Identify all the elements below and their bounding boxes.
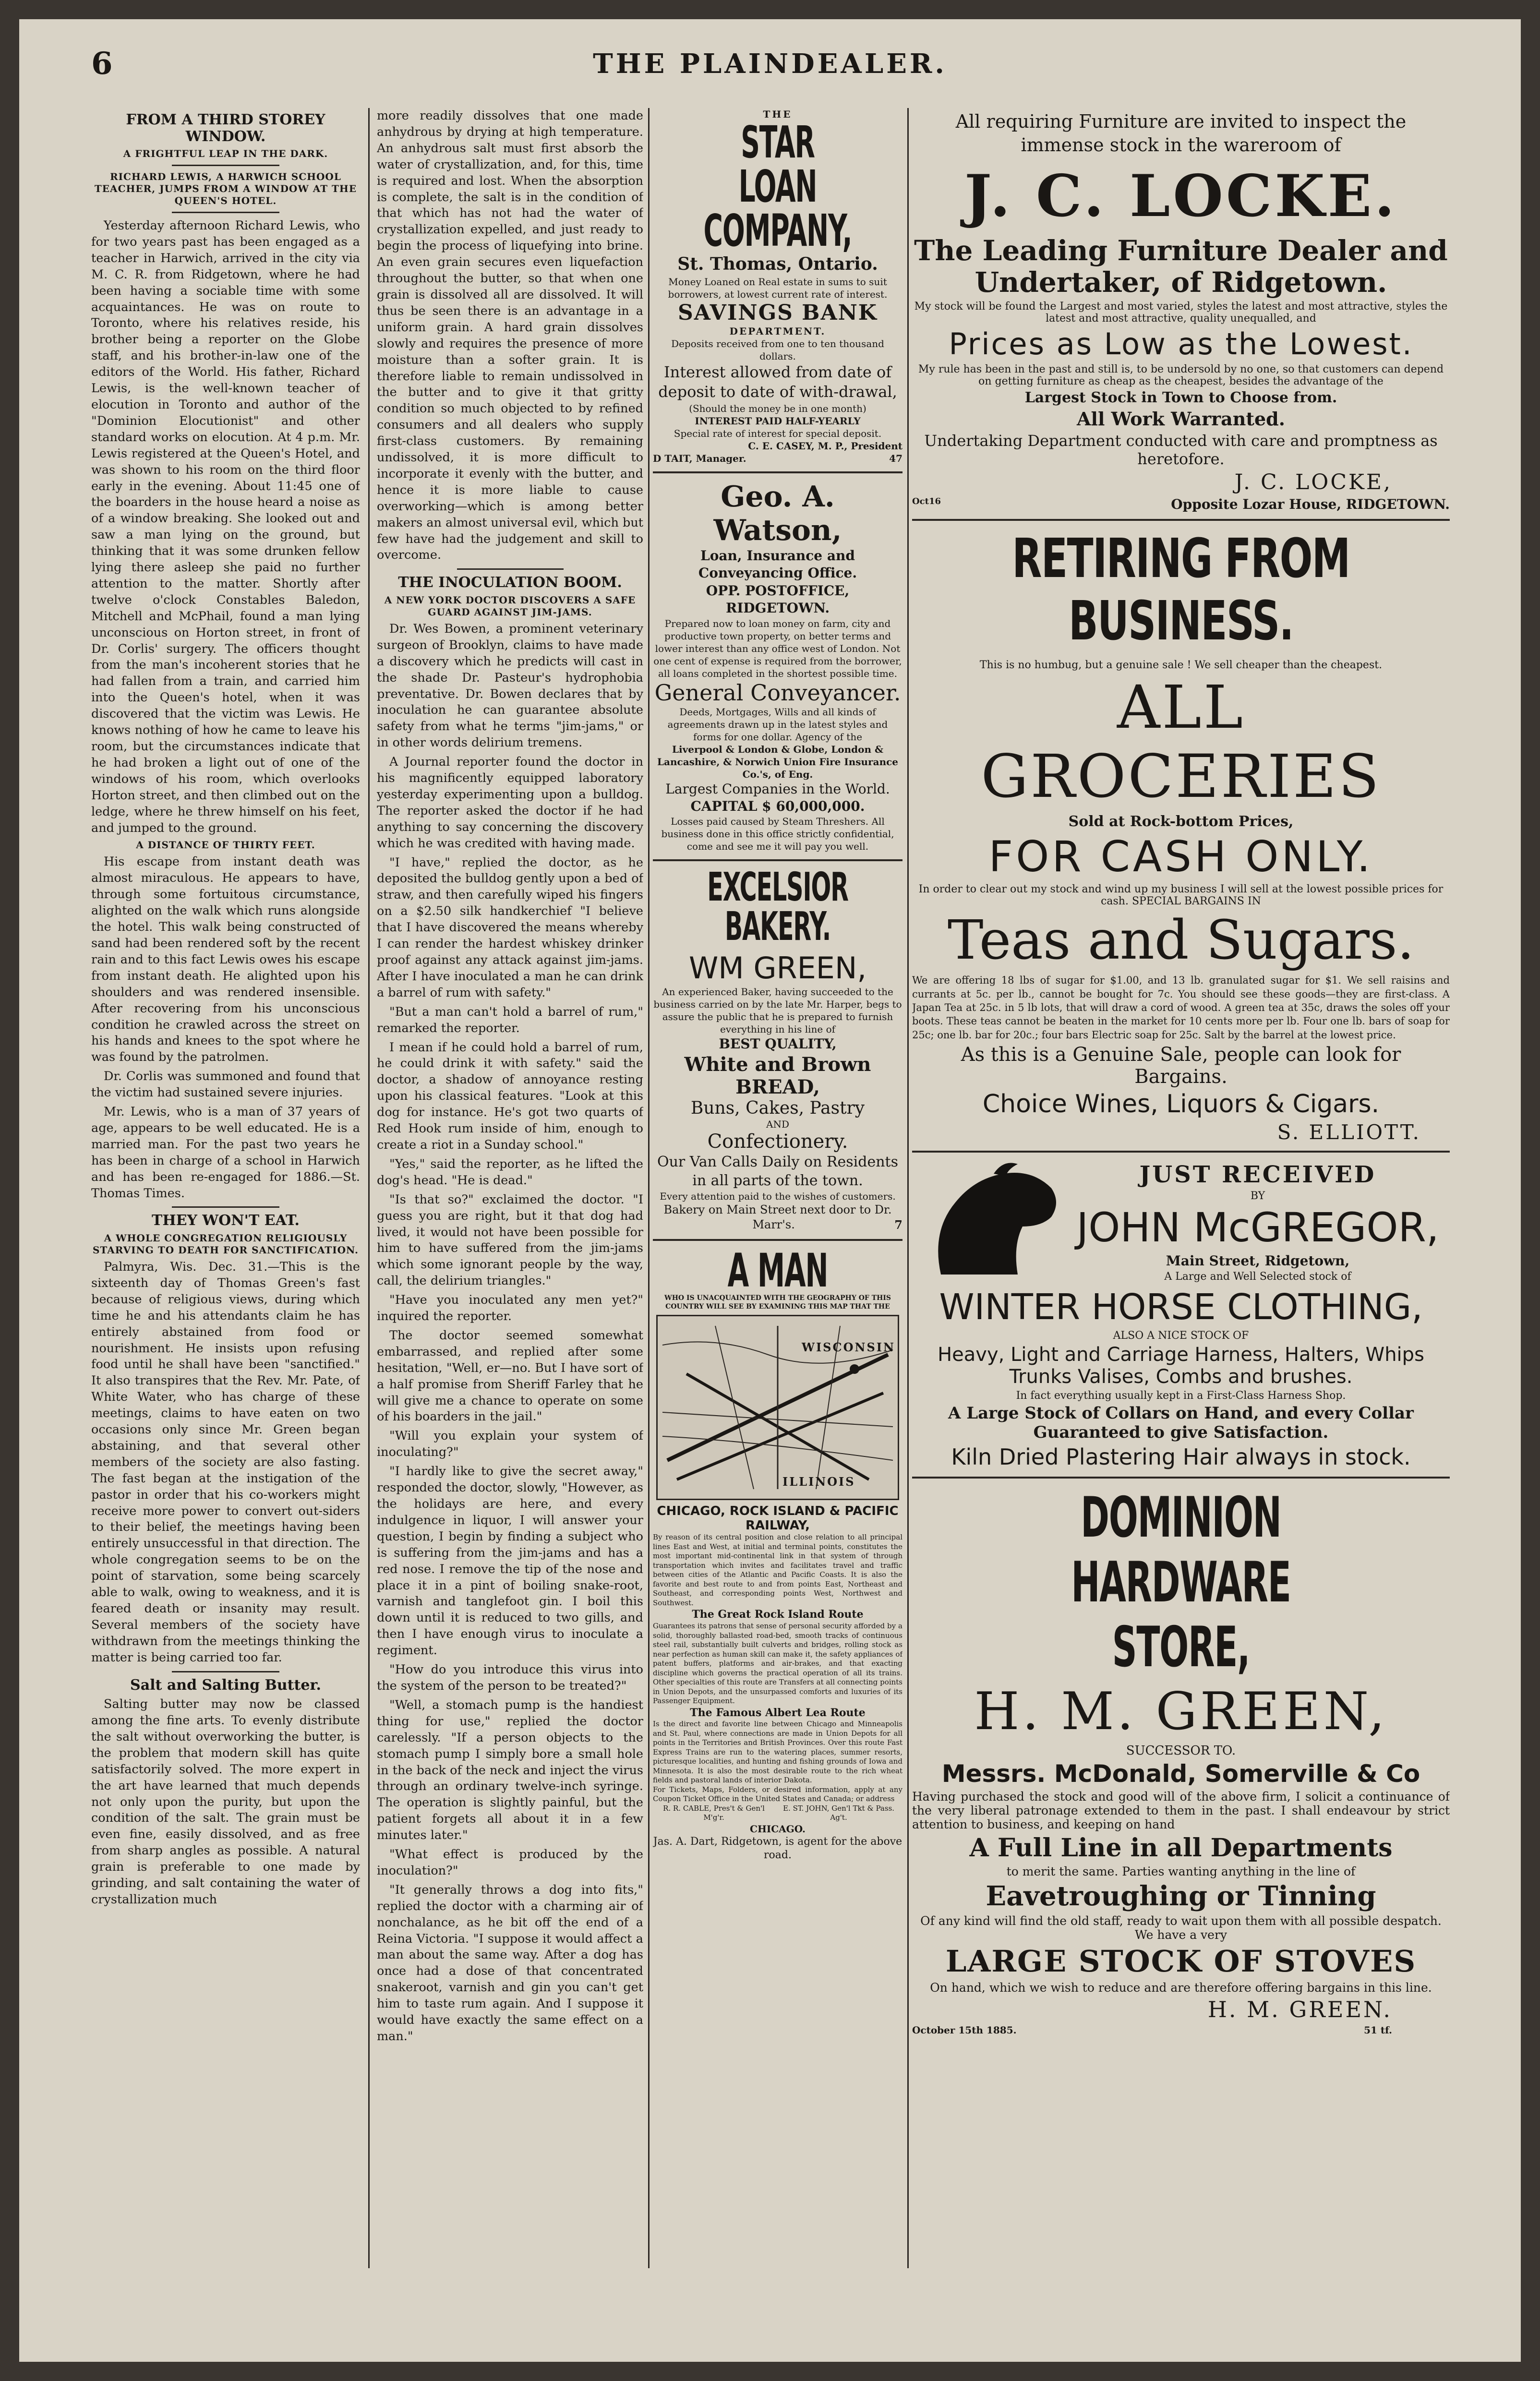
- ad-headline: WM GREEN,: [688, 950, 867, 986]
- column-3: [653, 108, 902, 2230]
- ad-text: An experienced Baker, having succeeded to the business carried on by the late Mr. Harper, begs to assure the public that he is prepared to furnish everything in his line of: [653, 986, 902, 1035]
- column-rule: [648, 108, 650, 2268]
- ad-headline: General Conveyancer.: [654, 679, 901, 706]
- ad-text: St. Thomas, Ontario.: [677, 254, 878, 274]
- map-label: ILLINOIS: [782, 1475, 855, 1489]
- article-paragraph: "But a man can't hold a barrel of rum," remarked the reporter.: [377, 1004, 643, 1035]
- ad-headline: A MAN: [727, 1244, 828, 1298]
- article-paragraph: "Have you inoculated any men yet?" inquired the reporter.: [377, 1293, 643, 1324]
- ad-text: By reason of its central position and close relation to all principal lines East and West, at initial and terminal points, constitutes the most important mid-continental link in that system of through transportation which invites and facilitates travel and traffic between cities of the Atlantic and Pacific Coasts. It is also the favorite and best route to and from points East, Northeast and Southeast, and corresponding points West, Northwest and Southwest.: [653, 1533, 902, 1607]
- ad-headline: DOMINION HARDWARE STORE,: [1071, 1485, 1291, 1680]
- article-paragraph: "I have," replied the doctor, as he deposited the bulldog gently upon a bed of straw, and then carefully wiped his fingers on a $2.50 silk handkerchief "I believe that I have discovered the means whereby I can render the hardest whiskey drinker proof against any attack against jim-jams. After I have inoculated a man he can drink a barrel of rum with safety.": [377, 855, 643, 1000]
- ad-text: Opposite Lozar House, RIDGETOWN.: [1171, 496, 1450, 513]
- ad-text: All Work Warranted.: [1077, 408, 1285, 430]
- ad-text: D TAIT, Manager.: [653, 452, 746, 464]
- ad-number: Oct16: [912, 496, 941, 507]
- ad-headline: ALL GROCERIES: [981, 673, 1381, 812]
- article-paragraph: Yesterday afternoon Richard Lewis, who for two years past has been engaged as a teacher in Harwich, arrived in the city via M. C. R. from Ridgetown, where he had been having a sociable time with some acquaintances. He was on route to Toronto, where his relatives reside, his brother being a reporter on the Globe staff, and his brother-in-law one of the editors of the World. His father, Richard Lewis, is the well-known teacher of elocution in Toronto and author of the "Dominion Elocutionist" and other standard works on elocution. At 4 p.m. Mr. Lewis registered at the Queen's Hotel, and was shown to his room on the third floor early in the evening. About 11:45 one of the boarders in the house heard a noise as of a window breaking. She looked out and saw a man lying on the ground, but thinking that it was some drunken fellow lying there asleep she paid no further attention to the matter. Shortly after twelve o'clock Constables Baledon, Mitchell and McPhail, found a man lying unconscious on Horton street, in front of Dr. Corlis' surgery. The officers thought from the man's incoherent stories that he had fallen from a train, and carried him into the Queen's hotel, when it was discovered that the victim was Lewis. He knows nothing of how he came to leave his room, but the circumstances indicate that he had broken a light out of one of the windows of his room, which overlooks Horton street, and then climbed out on the ledge, where he threw himself on his feet, and jumped to the ground.: [91, 218, 360, 835]
- ad-headline: FOR CASH ONLY.: [988, 832, 1373, 882]
- ad-text: R. R. CABLE, Pres't & Gen'l M'g'r.: [663, 1804, 765, 1822]
- ad-text: Sold at Rock-bottom Prices,: [1068, 813, 1294, 830]
- ad-headline: Eavetroughing or Tinning: [986, 1880, 1376, 1912]
- ad-elliott: [912, 528, 1450, 1144]
- ad-headline: JUST RECEIVED: [1139, 1161, 1376, 1188]
- newspaper-page: [19, 19, 1521, 2362]
- ad-text: SUCCESSOR TO.: [1126, 1743, 1236, 1758]
- ad-text: The Famous Albert Lea Route: [690, 1706, 866, 1719]
- ad-text: Is the direct and favorite line between Chicago and Minneapolis and St. Paul, where connections are made in Union Depots for all points in the Territories and British Provinces. Over this route Fast Express Trains are run to the watering places, summer resorts, picturesque localities, and hunting and fishing grounds of Iowa and Minnesota. It is also the most desirable route to the rich wheat fields and pastoral lands of interior Dakota.: [653, 1720, 902, 1785]
- ad-text: This is no humbug, but a genuine sale ! We sell cheaper than the cheapest.: [979, 659, 1383, 672]
- ad-text: Of any kind will find the old staff, ready to wait upon them with all possible despatch. We have a very: [920, 1913, 1442, 1942]
- article-paragraph: A Journal reporter found the doctor in his magnificently equipped laboratory yesterday experimenting upon a bulldog. The reporter asked the doctor if he had anything to say concerning the discovery which he was credited with having made.: [377, 755, 643, 851]
- ad-text: Largest Companies in the World.: [665, 781, 890, 797]
- article-paragraph: I mean if he could hold a barrel of rum, he could drink it with safety." said the doctor, a shadow of annoyance resting upon his classical features. "Look at this dog for instance. He's got two quarts of Red Hook rum inside of him, enough to create a riot in a Sunday school.": [377, 1040, 643, 1152]
- ad-text: Special rate of interest for special deposit.: [674, 427, 882, 439]
- ad-text: For Tickets, Maps, Folders, or desired information, apply at any Coupon Ticket Office in the United States and Canada; or address: [653, 1785, 902, 1804]
- ad-star-loan: [653, 108, 902, 465]
- article-deck: RICHARD LEWIS, A HARWICH SCHOOL TEACHER, JUMPS FROM A WINDOW AT THE QUEEN'S HOTEL.: [94, 171, 357, 206]
- article-paragraph: Mr. Lewis, who is a man of 37 years of age, appears to be well educated. He is a married man. For the past two years he has been in charge of a school in Harwich and has been re-engaged for 1886.—St. Thomas Times.: [91, 1105, 360, 1201]
- ad-text: Loan, Insurance and Conveyancing Office.: [698, 547, 857, 581]
- ad-text: On hand, which we wish to reduce and are therefore offering bargains in this line.: [930, 1980, 1432, 1995]
- ad-text: Jas. A. Dart, Ridgetown, is agent for the above road.: [653, 1835, 902, 1862]
- column-4: [912, 108, 1450, 2268]
- ad-text: The Leading Furniture Dealer and Undertaker, of Ridgetown.: [914, 234, 1448, 299]
- ad-headline: A Full Line in all Departments: [969, 1833, 1393, 1863]
- ad-text: Deeds, Mortgages, Wills and all kinds of agreements drawn up in the latest styles and forms for one dollar. Agency of the: [667, 706, 888, 743]
- ad-text: Having purchased the stock and good will of the above firm, I solicit a continuance of the very liberal patronage extended to them in the past. I shall endeavour by strict attention to business, and keeping on hand: [912, 1789, 1450, 1831]
- ad-text: (Should the money be in one month): [689, 402, 866, 414]
- article-title: THE INOCULATION BOOM.: [398, 574, 622, 591]
- article-paragraph: Dr. Corlis was summoned and found that the victim had sustained severe injuries.: [91, 1069, 360, 1100]
- article-paragraph: "Yes," said the reporter, as he lifted the dog's head. "He is dead.": [377, 1156, 643, 1188]
- ad-headline: WINTER HORSE CLOTHING,: [939, 1286, 1423, 1328]
- ad-text: The Great Rock Island Route: [692, 1608, 864, 1621]
- ad-text: Kiln Dried Plastering Hair always in stock.: [951, 1443, 1411, 1470]
- ad-text: THE: [763, 108, 793, 120]
- ad-headline: Teas and Sugars.: [947, 909, 1415, 972]
- article-paragraph: "I hardly like to give the secret away," responded the doctor, slowly, "However, as the holidays are here, and every indulgence in liquor, I will answer your question, I begin by finding a subject who is suffering from the jim-jams and has a red nose. I remove the tip of the nose and place it in a pint of boiling snake-root, varnish and tanglefoot gin. I boil this down until it is reduced to two gills, and then I have enough virus to inoculate a regiment.: [377, 1464, 643, 1658]
- ad-signature: S. ELLIOTT.: [1277, 1120, 1421, 1144]
- ad-text: Interest allowed from date of deposit to date of with-drawal,: [658, 362, 897, 401]
- ad-text: Largest Stock in Town to Choose from.: [1024, 389, 1337, 407]
- ad-headline: RETIRING FROM BUSINESS.: [1012, 528, 1350, 653]
- ad-signature: J. C. LOCKE,: [1234, 470, 1392, 495]
- map-label: WISCONSIN: [802, 1340, 895, 1355]
- article-subhead: A WHOLE CONGREGATION RELIGIOUSLY STARVING TO DEATH FOR SANCTIFICATION.: [92, 1232, 359, 1256]
- ad-text: Our Van Calls Daily on Residents in all parts of the town.: [657, 1153, 898, 1189]
- ad-text: Confectionery.: [707, 1130, 848, 1153]
- ad-headline: J. C. LOCKE.: [964, 162, 1397, 230]
- ad-headline: JOHN McGREGOR,: [1076, 1203, 1439, 1251]
- ad-text: DEPARTMENT.: [729, 325, 826, 337]
- ad-text: WHO IS UNACQUAINTED WITH THE GEOGRAPHY OF THIS COUNTRY WILL SEE BY EXAMINING THIS MAP THAT THE: [664, 1294, 891, 1311]
- ad-text: Buns, Cakes, Pastry: [690, 1098, 865, 1118]
- ad-date: October 15th 1885.: [912, 2024, 1017, 2036]
- article-title: FROM A THIRD STOREY WINDOW.: [126, 111, 325, 145]
- ad-number: 51 tf.: [1364, 2024, 1392, 2036]
- ad-text: Money Loaned on Real estate in sums to suit borrowers, at lowest current rate of interest.: [668, 276, 888, 300]
- ad-text: AND: [766, 1118, 789, 1130]
- ad-watson: [653, 480, 902, 853]
- ad-text: CAPITAL $ 60,000,000.: [690, 798, 865, 814]
- article-subhead: A FRIGHTFUL LEAP IN THE DARK.: [123, 148, 328, 159]
- horse-head-illustration: [922, 1159, 1066, 1284]
- ad-text: My rule has been in the past and still is, to be undersold by no one, so that customers can depend on getting furniture as cheap as the cheapest, besides the advantage of the: [918, 363, 1444, 388]
- ad-text: CHICAGO.: [750, 1823, 806, 1835]
- ad-text: E. ST. JOHN, Gen'l Tkt & Pass. Ag't.: [783, 1804, 895, 1822]
- ad-text: BY: [1250, 1190, 1265, 1202]
- column-2: [377, 108, 643, 2230]
- ad-text: Main Street, Ridgetown,: [1166, 1252, 1350, 1269]
- ad-headline: Prices as Low as the Lowest.: [949, 326, 1413, 362]
- railway-map: [656, 1315, 899, 1500]
- ad-text: All requiring Furniture are invited to inspect the immense stock in the wareroom of: [955, 111, 1407, 156]
- ad-headline: STAR LOAN COMPANY,: [703, 117, 852, 256]
- ad-text: Heavy, Light and Carriage Harness, Halters, Whips Trunks Valises, Combs and brushes.: [938, 1343, 1424, 1388]
- ad-headline: Messrs. McDonald, Somerville & Co: [941, 1759, 1420, 1788]
- ad-excelsior-bakery: [653, 865, 902, 1232]
- article-paragraph: "Well, a stomach pump is the handiest thing for use," replied the doctor carelessly. "If a person objects to the stomach pump I simply bore a small hole in the back of the neck and inject the virus through an ordinary twelve-inch syringe. The operation is slightly painful, but the patient forgets all about it in a few minutes later.": [377, 1697, 643, 1843]
- ad-rock-island: [653, 1244, 902, 1863]
- ad-headline: SAVINGS BANK: [677, 300, 878, 325]
- ad-text: Prepared now to loan money on farm, city and productive town property, on better terms and lower interest than any office west of London. Not one cent of expense is required from the borrower, all loans completed in the shortest possible time.: [653, 617, 902, 679]
- article-paragraph: The doctor seemed somewhat embarrassed, and replied after some hesitation, "Well, er—no. But I have sort of a half promise from Sheriff Farley that he will give me a chance to operate on some of his boarders in the jail.": [377, 1328, 643, 1424]
- article-paragraph: His escape from instant death was almost miraculous. He appears to have, through some fortuitous circumstance, alighted on the walk which runs alongside the hotel. This walk being constructed of sand had been rendered soft by the recent rain and to this fact Lewis owes his escape from instant death. He alighted upon his shoulders and was rendered insensible. After recovering from his unconscious condition he crawled across the street on his hands and knees to the spot where he was found by the patrolmen.: [91, 854, 360, 1065]
- ad-text: Choice Wines, Liquors & Cigars.: [982, 1089, 1380, 1118]
- article-paragraph: "What effect is produced by the inoculation?": [377, 1847, 643, 1878]
- ad-signature: H. M. GREEN.: [1207, 1996, 1392, 2022]
- ad-text: Liverpool & London & Globe, London & Lancashire, & Norwich Union Fire Insurance Co.'s, of Eng.: [657, 743, 899, 780]
- ad-headline: EXCELSIOR BAKERY.: [707, 865, 848, 950]
- ad-mcgregor: [912, 1159, 1450, 1470]
- ad-text: We are offering 18 lbs of sugar for $1.00, and 13 lb. granulated sugar for $1. We sell raisins and currants at 5c. per lb., cannot be bought for 7c. You should see these goods—they are first-class. A Japan Tea at 25c. in 5 lb lots, that will draw a cord of wood. A green tea at 35c, draws the soles off your boots. These teas cannot be beaten in the market for 10 cents more per lb. Four one lb. bars of soap for 25c; one lb. bar for 20c.; four bars Electric soap for 25c. Salt by the barrel at the lowest price.: [912, 974, 1450, 1041]
- article-title: Salt and Salting Butter.: [130, 1676, 321, 1694]
- ad-text: A Large and Well Selected stock of: [1164, 1270, 1351, 1283]
- newspaper-title: THE PLAINDEALER.: [593, 48, 947, 80]
- column-rule: [907, 108, 909, 2268]
- ad-locke: [912, 110, 1450, 512]
- article-subhead: A NEW YORK DOCTOR DISCOVERS A SAFE GUARD AGAINST JIM-JAMS.: [384, 594, 636, 618]
- ad-text: Every attention paid to the wishes of customers.: [660, 1190, 896, 1202]
- article-paragraph: "Is that so?" exclaimed the doctor. "I guess you are right, but it that dog had lived, it would not have been possible for him to have suffered from the jim-jams which some ignorant people by the way, call, the delirium triangles.": [377, 1192, 643, 1288]
- ad-text: OPP. POSTOFFICE, RIDGETOWN.: [706, 582, 850, 616]
- ad-text: My stock will be found the Largest and most varied, styles the latest and most attractive, styles the latest and most attractive, quality unequalled, and: [914, 301, 1448, 325]
- article-paragraph: Dr. Wes Bowen, a prominent veterinary surgeon of Brooklyn, claims to have made a discovery which he predicts will cast in the shade Dr. Pasteur's hydrophobia preventative. Dr. Bowen declares that by inoculation he can guarantee absolute safety from what he terms "jim-jams," or in other words delirium tremens.: [377, 621, 643, 750]
- ad-text: A Large Stock of Collars on Hand, and every Collar Guaranteed to give Satisfaction.: [948, 1403, 1414, 1442]
- article-paragraph: "Will you explain your system of inoculating?": [377, 1429, 643, 1460]
- ad-headline: H. M. GREEN,: [974, 1681, 1388, 1742]
- article-title: THEY WON'T EAT.: [152, 1212, 300, 1229]
- ad-text: C. E. CASEY, M. P., President: [748, 440, 902, 452]
- ad-text: ALSO A NICE STOCK OF: [1113, 1329, 1249, 1342]
- page-number: 6: [91, 46, 113, 82]
- article-subhead: A DISTANCE OF THIRTY FEET.: [136, 839, 315, 851]
- ad-text: Deposits received from one to ten thousand dollars.: [671, 337, 884, 362]
- ad-text: Undertaking Department conducted with care and promptness as heretofore.: [924, 432, 1438, 469]
- ad-headline: LARGE STOCK OF STOVES: [945, 1943, 1417, 1979]
- ad-headline: Geo. A. Watson,: [713, 480, 842, 547]
- article-paragraph: Salting butter may now be classed among the fine arts. To evenly distribute the salt without overworking the butter, is the problem that modern skill has quite satisfactorily solved. The more expert in the art have learned that much depends not only upon the purity, but upon the condition of the salt. The grain must be even fine, easily dissolved, and as free from sharp angles as possible. A natural grain is preferable to one made by grinding, and salt containing the water of crystallization much: [91, 1697, 360, 1907]
- article-paragraph: "How do you introduce this virus into the system of the person to be treated?": [377, 1662, 643, 1693]
- ad-number: 7: [894, 1217, 902, 1232]
- ad-headline: CHICAGO, ROCK ISLAND & PACIFIC RAILWAY,: [657, 1504, 899, 1533]
- ad-text: BEST QUALITY,: [719, 1036, 837, 1052]
- ad-text: Bakery on Main Street next door to Dr. Marr's.: [663, 1203, 892, 1231]
- ad-green-hardware: [912, 1485, 1450, 2036]
- ad-text: As this is a Genuine Sale, people can look for Bargains.: [961, 1043, 1401, 1088]
- column-rule: [368, 108, 370, 2268]
- column-1: [91, 108, 360, 2230]
- article-paragraph: "It generally throws a dog into fits," replied the doctor with a charming air of nonchalance, as he bit off the end of a Reina Victoria. "I suppose it would affect a man about the same way. After a dog has once had a dose of that concentrated snakeroot, varnish and gin you can't get him to taste rum again. And I suppose it would have exactly the same effect on a man.": [377, 1882, 643, 2044]
- running-head: [19, 19, 1521, 82]
- ad-text: Losses paid caused by Steam Threshers. All business done in this office strictly confidential, come and see me it will pay you well.: [661, 816, 894, 853]
- article-paragraph: more readily dissolves that one made anhydrous by drying at high temperature. An anhydrous salt must first absorb the water of crystallization, and, for this, time is required and lost. When the absorption is complete, the salt is in the condition of that which has not had the water of crystallization expelled, and just ready to begin the process of liquefying into brine. An even grain secures even liquefaction throughout the butter, so that when one grain is dissolved all are dissolved. It will thus be seen there is an advantage in a uniform grain. A hard grain dissolves slowly and requires the presence of more moisture than a softer grain. It is therefore liable to remain undissolved in the butter and to give it that gritty condition so much objected to by refined consumers and all dealers who supply first-class customers. By remaining undissolved, it is more difficult to incorporate it evenly with the butter, and hence it is more liable to cause overworking—which is among better makers an almost universal evil, which but few have had the judgement and skill to overcome.: [377, 108, 643, 563]
- ad-text: In order to clear out my stock and wind up my business I will sell at the lowest possible prices for cash. SPECIAL BARGAINS IN: [918, 883, 1444, 908]
- ad-text: to merit the same. Parties wanting anything in the line of: [1006, 1864, 1356, 1878]
- ad-text: White and Brown BREAD,: [684, 1053, 871, 1098]
- ad-text: In fact everything usually kept in a First-Class Harness Shop.: [1016, 1389, 1346, 1402]
- ad-number: 47: [889, 452, 902, 464]
- ad-text: INTEREST PAID HALF-YEARLY: [695, 415, 861, 427]
- article-paragraph: Palmyra, Wis. Dec. 31.—This is the sixteenth day of Thomas Green's fast because of religious views, during which time he and his attendants claim he has entirely abstained from food or nourishment. He insists upon refusing food until he shall have been "sanctified." It also transpires that the Rev. Mr. Pate, of White Water, who has charge of these meetings, claims to have eaten on two occasions only since Mr. Green began abstaining, and that several other members of the society are also fasting. The fast began at the instigation of the pastor in order that his co-workers might receive more power to convert out-siders to their belief, the meetings having been entirely unsuccessful in that direction. The whole congregation seems to be on the point of starvation, some being scarcely able to walk, owing to weakness, and it is feared death or insanity may result. Several members of the society have withdrawn from the meetings thinking the matter is being carried too far.: [91, 1259, 360, 1665]
- ad-text: Guarantees its patrons that sense of personal security afforded by a solid, thoroughly ballasted road-bed, smooth tracks of continuous steel rail, substantially built culverts and bridges, rolling stock as near perfection as human skill can make it, the safety appliances of patent buffers, platforms and air-brakes, and that exacting discipline which governs the practical operation of all its trains. Other specialties of this route are Transfers at all connecting points in Union Depots, and the unsurpassed comforts and luxuries of its Passenger Equipment.: [653, 1622, 902, 1706]
